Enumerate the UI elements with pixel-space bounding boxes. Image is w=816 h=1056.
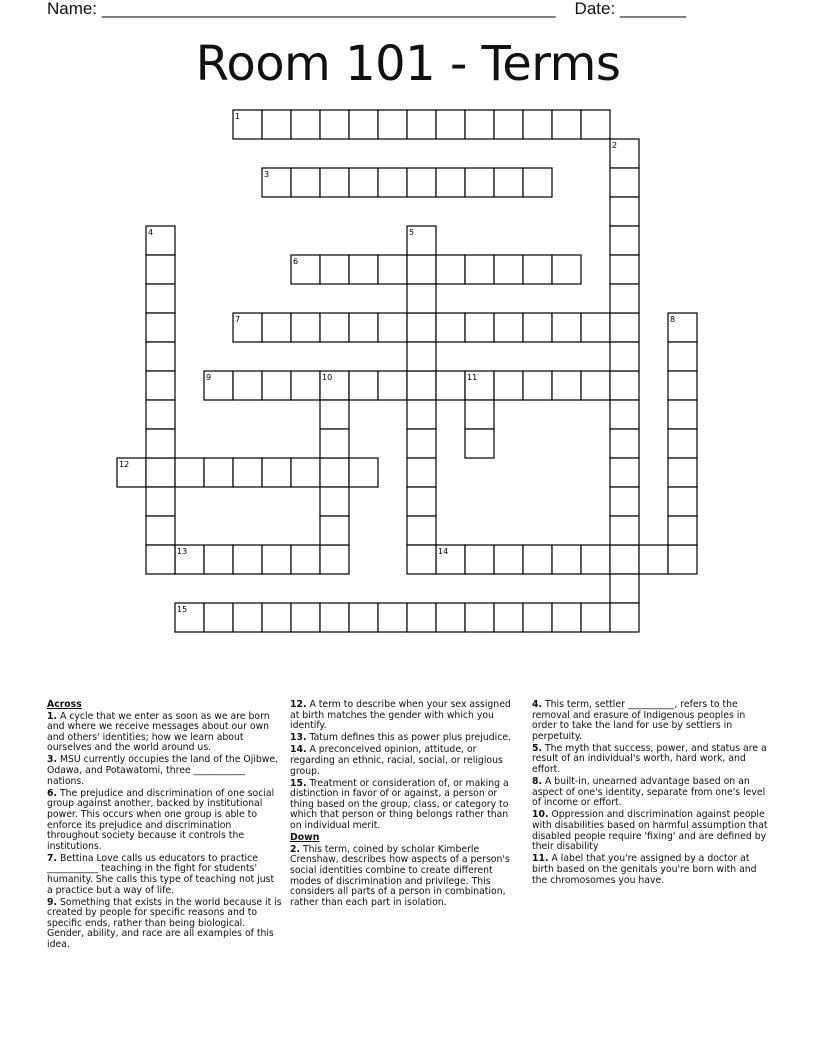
grid-cell[interactable]: [465, 168, 494, 197]
grid-cell[interactable]: [610, 516, 639, 545]
grid-cell[interactable]: [407, 313, 436, 342]
grid-cell[interactable]: [523, 110, 552, 139]
grid-cell[interactable]: [668, 371, 697, 400]
grid-cell[interactable]: [378, 255, 407, 284]
grid-cell[interactable]: [465, 400, 494, 429]
grid-cell[interactable]: [146, 487, 175, 516]
grid-cell[interactable]: [291, 603, 320, 632]
grid-cell[interactable]: [639, 545, 668, 574]
grid-cell[interactable]: [349, 371, 378, 400]
grid-cell[interactable]: [378, 371, 407, 400]
clue-number: 13: [177, 547, 188, 556]
grid-cell[interactable]: [465, 545, 494, 574]
grid-cell[interactable]: [610, 371, 639, 400]
grid-cell[interactable]: [610, 168, 639, 197]
clue-across-1: 1. A cycle that we enter as soon as we are born and where we receive messages about our own and others' identities; how we learn about ourselves and the world around us.: [47, 710, 270, 754]
grid-cell[interactable]: [610, 574, 639, 603]
grid-cell[interactable]: [465, 110, 494, 139]
grid-cell[interactable]: [494, 545, 523, 574]
grid-cell[interactable]: [204, 458, 233, 487]
grid-cell[interactable]: [494, 313, 523, 342]
down-header: Down: [290, 832, 320, 844]
name-blank[interactable]: ________________________________________________: [101, 0, 556, 18]
grid-cell[interactable]: [668, 342, 697, 371]
grid-cell[interactable]: [262, 313, 291, 342]
clue-number: 7: [235, 315, 241, 324]
clue-number: 3: [264, 170, 270, 179]
grid-cell[interactable]: [320, 603, 349, 632]
grid-cell[interactable]: [204, 603, 233, 632]
grid-cell[interactable]: [320, 516, 349, 545]
grid-cell[interactable]: [349, 313, 378, 342]
grid-cell[interactable]: [552, 255, 581, 284]
clue-across-7: 7. Bettina Love calls us educators to practice ___________ teaching in the fight for students' humanity. She calls this type of teaching not just a practice but a way of life.: [47, 852, 275, 896]
grid-cell[interactable]: [320, 429, 349, 458]
grid-cell[interactable]: [262, 458, 291, 487]
grid-cell[interactable]: [523, 545, 552, 574]
grid-cell[interactable]: [668, 400, 697, 429]
grid-cell[interactable]: [552, 371, 581, 400]
clue-number: 9: [206, 373, 212, 382]
grid-cell[interactable]: [407, 255, 436, 284]
clue-down-2: 2. This term, coined by scholar Kimberle Crenshaw, describes how aspects of a person's social identities combine to create different modes of discrimination and privilege. This considers all parts of a person in combination, rather than each part in isolation.: [290, 843, 510, 908]
grid-cell[interactable]: [204, 545, 233, 574]
clue-across-12: 12. A term to describe when your sex assigned at birth matches the gender with which you identify.: [290, 699, 511, 732]
grid-cell[interactable]: [436, 168, 465, 197]
grid-cell[interactable]: [610, 197, 639, 226]
grid-cell[interactable]: [610, 487, 639, 516]
grid-cell[interactable]: [494, 168, 523, 197]
grid-cell[interactable]: [407, 603, 436, 632]
grid-cell[interactable]: [407, 342, 436, 371]
grid-cell[interactable]: [407, 516, 436, 545]
grid-cell[interactable]: [175, 458, 204, 487]
grid-cell[interactable]: [407, 110, 436, 139]
grid-cell[interactable]: [436, 313, 465, 342]
grid-cell[interactable]: [523, 313, 552, 342]
name-label: Name:: [47, 0, 98, 18]
grid-cell[interactable]: [291, 313, 320, 342]
grid-cell[interactable]: [320, 400, 349, 429]
grid-cell[interactable]: [320, 487, 349, 516]
grid-cell[interactable]: [146, 545, 175, 574]
clue-number: 1: [235, 112, 241, 121]
grid-cell[interactable]: [610, 226, 639, 255]
grid-cell[interactable]: [262, 603, 291, 632]
grid-cell[interactable]: [668, 487, 697, 516]
date-label: Date:: [574, 0, 616, 18]
grid-cell[interactable]: [610, 255, 639, 284]
grid-cell[interactable]: [436, 110, 465, 139]
grid-cell[interactable]: [146, 429, 175, 458]
grid-cell[interactable]: [581, 110, 610, 139]
grid-cell[interactable]: [465, 429, 494, 458]
grid-cell[interactable]: [552, 313, 581, 342]
clues-column-2: [290, 700, 520, 910]
grid-cell[interactable]: [233, 545, 262, 574]
grid-cell[interactable]: [146, 516, 175, 545]
grid-cell[interactable]: [523, 255, 552, 284]
clue-across-3: 3. MSU currently occupies the land of the Ojibwe, Odawa, and Potawatomi, three ___________ nations.: [47, 754, 279, 787]
grid-cell[interactable]: [378, 110, 407, 139]
grid-cell[interactable]: [291, 545, 320, 574]
grid-cell[interactable]: [262, 545, 291, 574]
grid-cell[interactable]: [233, 371, 262, 400]
grid-cell[interactable]: [668, 545, 697, 574]
grid-cell[interactable]: [668, 458, 697, 487]
grid-cell[interactable]: [320, 545, 349, 574]
clue-down-10: 10. Oppression and discrimination against people with disabilities based on harmful assumption that disabled people require 'fixing' and are defined by their disability: [532, 809, 768, 853]
grid-cell[interactable]: [494, 255, 523, 284]
grid-cell[interactable]: [494, 110, 523, 139]
grid-cell[interactable]: [436, 603, 465, 632]
grid-cell[interactable]: [552, 110, 581, 139]
grid-cell[interactable]: [407, 429, 436, 458]
grid-cell[interactable]: [378, 313, 407, 342]
clue-across-15: 15. Treatment or consideration of, or making a distinction in favor of or against, a person or thing based on the group, class, or category to which that person or thing belongs rather than on individual merit.: [290, 777, 509, 832]
grid-cell[interactable]: [465, 255, 494, 284]
grid-cell[interactable]: [407, 371, 436, 400]
grid-cell[interactable]: [291, 110, 320, 139]
grid-cell[interactable]: [146, 255, 175, 284]
grid-cell[interactable]: [291, 371, 320, 400]
clue-number: 15: [177, 605, 188, 614]
grid-cell[interactable]: [581, 313, 610, 342]
grid-cell[interactable]: [610, 545, 639, 574]
clues-column-1: [47, 700, 282, 952]
grid-cell[interactable]: [552, 603, 581, 632]
clue-number: 11: [467, 373, 478, 382]
clue-number: 2: [612, 141, 618, 150]
grid-cell[interactable]: [349, 168, 378, 197]
grid-cell[interactable]: [523, 603, 552, 632]
clue-down-4: 4. This term, settler __________, refers to the removal and erasure of Indigenous peoples in order to take the land for use by settlers in perpetuity.: [532, 699, 746, 742]
grid-cell[interactable]: [146, 313, 175, 342]
across-header: Across: [47, 699, 82, 710]
grid-cell[interactable]: [610, 313, 639, 342]
grid-cell[interactable]: [465, 313, 494, 342]
grid-cell[interactable]: [436, 255, 465, 284]
clue-number: 4: [148, 228, 154, 237]
grid-cell[interactable]: [146, 284, 175, 313]
grid-cell[interactable]: [320, 458, 349, 487]
clue-number: 10: [322, 373, 333, 382]
grid-cell[interactable]: [291, 168, 320, 197]
page-title: Room 101 - Terms: [195, 36, 621, 92]
grid-cell[interactable]: [668, 429, 697, 458]
grid-cell[interactable]: [320, 255, 349, 284]
clue-across-14: 14. A preconceived opinion, attitude, or regarding an ethnic, racial, social, or religious group.: [290, 744, 503, 777]
grid-cell[interactable]: [349, 110, 378, 139]
grid-cell[interactable]: [233, 458, 262, 487]
clue-across-6: 6. The prejudice and discrimination of one social group against another, backed by institutional power. This occurs when one group is able to enforce its prejudice and discrimination throughout society because it controls the institutions.: [47, 787, 275, 852]
grid-cell[interactable]: [436, 371, 465, 400]
grid-cell[interactable]: [668, 516, 697, 545]
clue-down-5: 5. The myth that success, power, and status are a result of an individual's worth, hard work, and effort.: [532, 742, 767, 776]
grid-cell[interactable]: [523, 371, 552, 400]
grid-cell[interactable]: [581, 545, 610, 574]
grid-cell[interactable]: [552, 545, 581, 574]
grid-cell[interactable]: [581, 603, 610, 632]
grid-cell[interactable]: [494, 371, 523, 400]
grid-cell[interactable]: [407, 168, 436, 197]
grid-cell[interactable]: [146, 371, 175, 400]
grid-cell[interactable]: [407, 545, 436, 574]
grid-cell[interactable]: [233, 603, 262, 632]
grid-cell[interactable]: [610, 429, 639, 458]
grid-cell[interactable]: [146, 458, 175, 487]
grid-cell[interactable]: [146, 400, 175, 429]
grid-cell[interactable]: [523, 168, 552, 197]
grid-cell[interactable]: [610, 603, 639, 632]
grid-cell[interactable]: [349, 458, 378, 487]
grid-cell[interactable]: [407, 400, 436, 429]
grid-cell[interactable]: [407, 284, 436, 313]
clue-down-11: 11. A label that you're assigned by a doctor at birth based on the genitals you're born with and the chromosomes you have.: [532, 853, 757, 886]
grid-cell[interactable]: [349, 255, 378, 284]
clue-number: 12: [119, 460, 130, 469]
date-blank[interactable]: _______: [619, 0, 687, 18]
grid-cell[interactable]: [291, 458, 320, 487]
grid-cell[interactable]: [407, 458, 436, 487]
grid-cell[interactable]: [320, 313, 349, 342]
grid-cell[interactable]: [610, 284, 639, 313]
grid-cell[interactable]: [262, 371, 291, 400]
grid-cell[interactable]: [610, 342, 639, 371]
grid-cell[interactable]: [262, 110, 291, 139]
clue-down-8: 8. A built-in, unearned advantage based on an aspect of one's identity, separate from one's level of income or effort.: [532, 776, 766, 809]
clue-across-9: 9. Something that exists in the world because it is created by people for specific reasons and to specific ends, rather than being biological. Gender, ability, and race are all examples of this idea.: [47, 896, 282, 951]
grid-cell[interactable]: [610, 400, 639, 429]
grid-cell[interactable]: [378, 603, 407, 632]
grid-cell[interactable]: [146, 342, 175, 371]
grid-cell[interactable]: [581, 371, 610, 400]
clue-across-13: 13. Tatum defines this as power plus prejudice.: [290, 732, 511, 744]
clue-number: 8: [670, 315, 676, 324]
grid-cell[interactable]: [349, 603, 378, 632]
clue-number: 6: [293, 257, 299, 266]
clue-number: 14: [438, 547, 449, 556]
grid-cell[interactable]: [465, 603, 494, 632]
grid-cell[interactable]: [610, 458, 639, 487]
grid-cell[interactable]: [407, 487, 436, 516]
grid-cell[interactable]: [378, 168, 407, 197]
grid-cell[interactable]: [320, 168, 349, 197]
grid-cell[interactable]: [320, 110, 349, 139]
grid-cell[interactable]: [494, 603, 523, 632]
clues-column-3: [532, 700, 768, 888]
clue-number: 5: [409, 228, 415, 237]
